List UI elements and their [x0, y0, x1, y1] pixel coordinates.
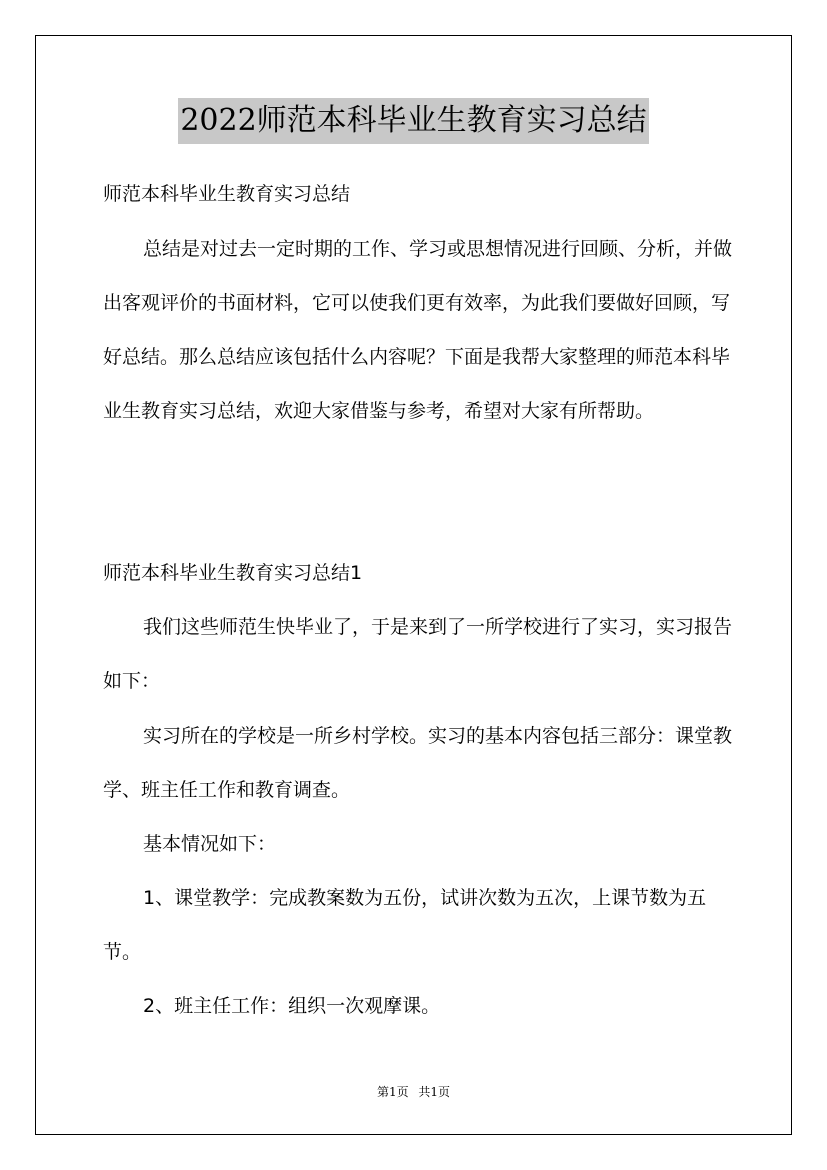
- body-paragraph-5: 2、班主任工作：组织一次观摩课。: [143, 995, 441, 1017]
- document-title: 2022师范本科毕业生教育实习总结: [178, 98, 648, 144]
- body-paragraph-2: 实习所在的学校是一所乡村学校。实习的基本内容包括三部分：课堂教学、班主任工作和教育调查。: [103, 725, 733, 801]
- body-paragraph-4: 1、课堂教学：完成教案数为五份，试讲次数为五次，上课节数为五节。: [103, 887, 707, 963]
- page-footer: [0, 1083, 827, 1100]
- page-number: 第1页: [376, 1085, 409, 1099]
- body-paragraph-3: 基本情况如下：: [143, 833, 277, 855]
- page-total: 共1页: [418, 1085, 451, 1099]
- document-subtitle: 师范本科毕业生教育实习总结: [103, 183, 351, 205]
- section-heading: 师范本科毕业生教育实习总结1: [103, 562, 363, 584]
- intro-paragraph: 总结是对过去一定时期的工作、学习或思想情况进行回顾、分析，并做出客观评价的书面材料，它可以使我们更有效率，为此我们要做好回顾，写好总结。那么总结应该包括什么内容呢？下面是我帮大家整理的师范本科毕业生教育实习总结，欢迎大家借鉴与参考，希望对大家有所帮助。: [103, 238, 733, 422]
- title-container: [0, 98, 827, 144]
- body-paragraph-1: 我们这些师范生快毕业了，于是来到了一所学校进行了实习，实习报告如下：: [103, 616, 733, 692]
